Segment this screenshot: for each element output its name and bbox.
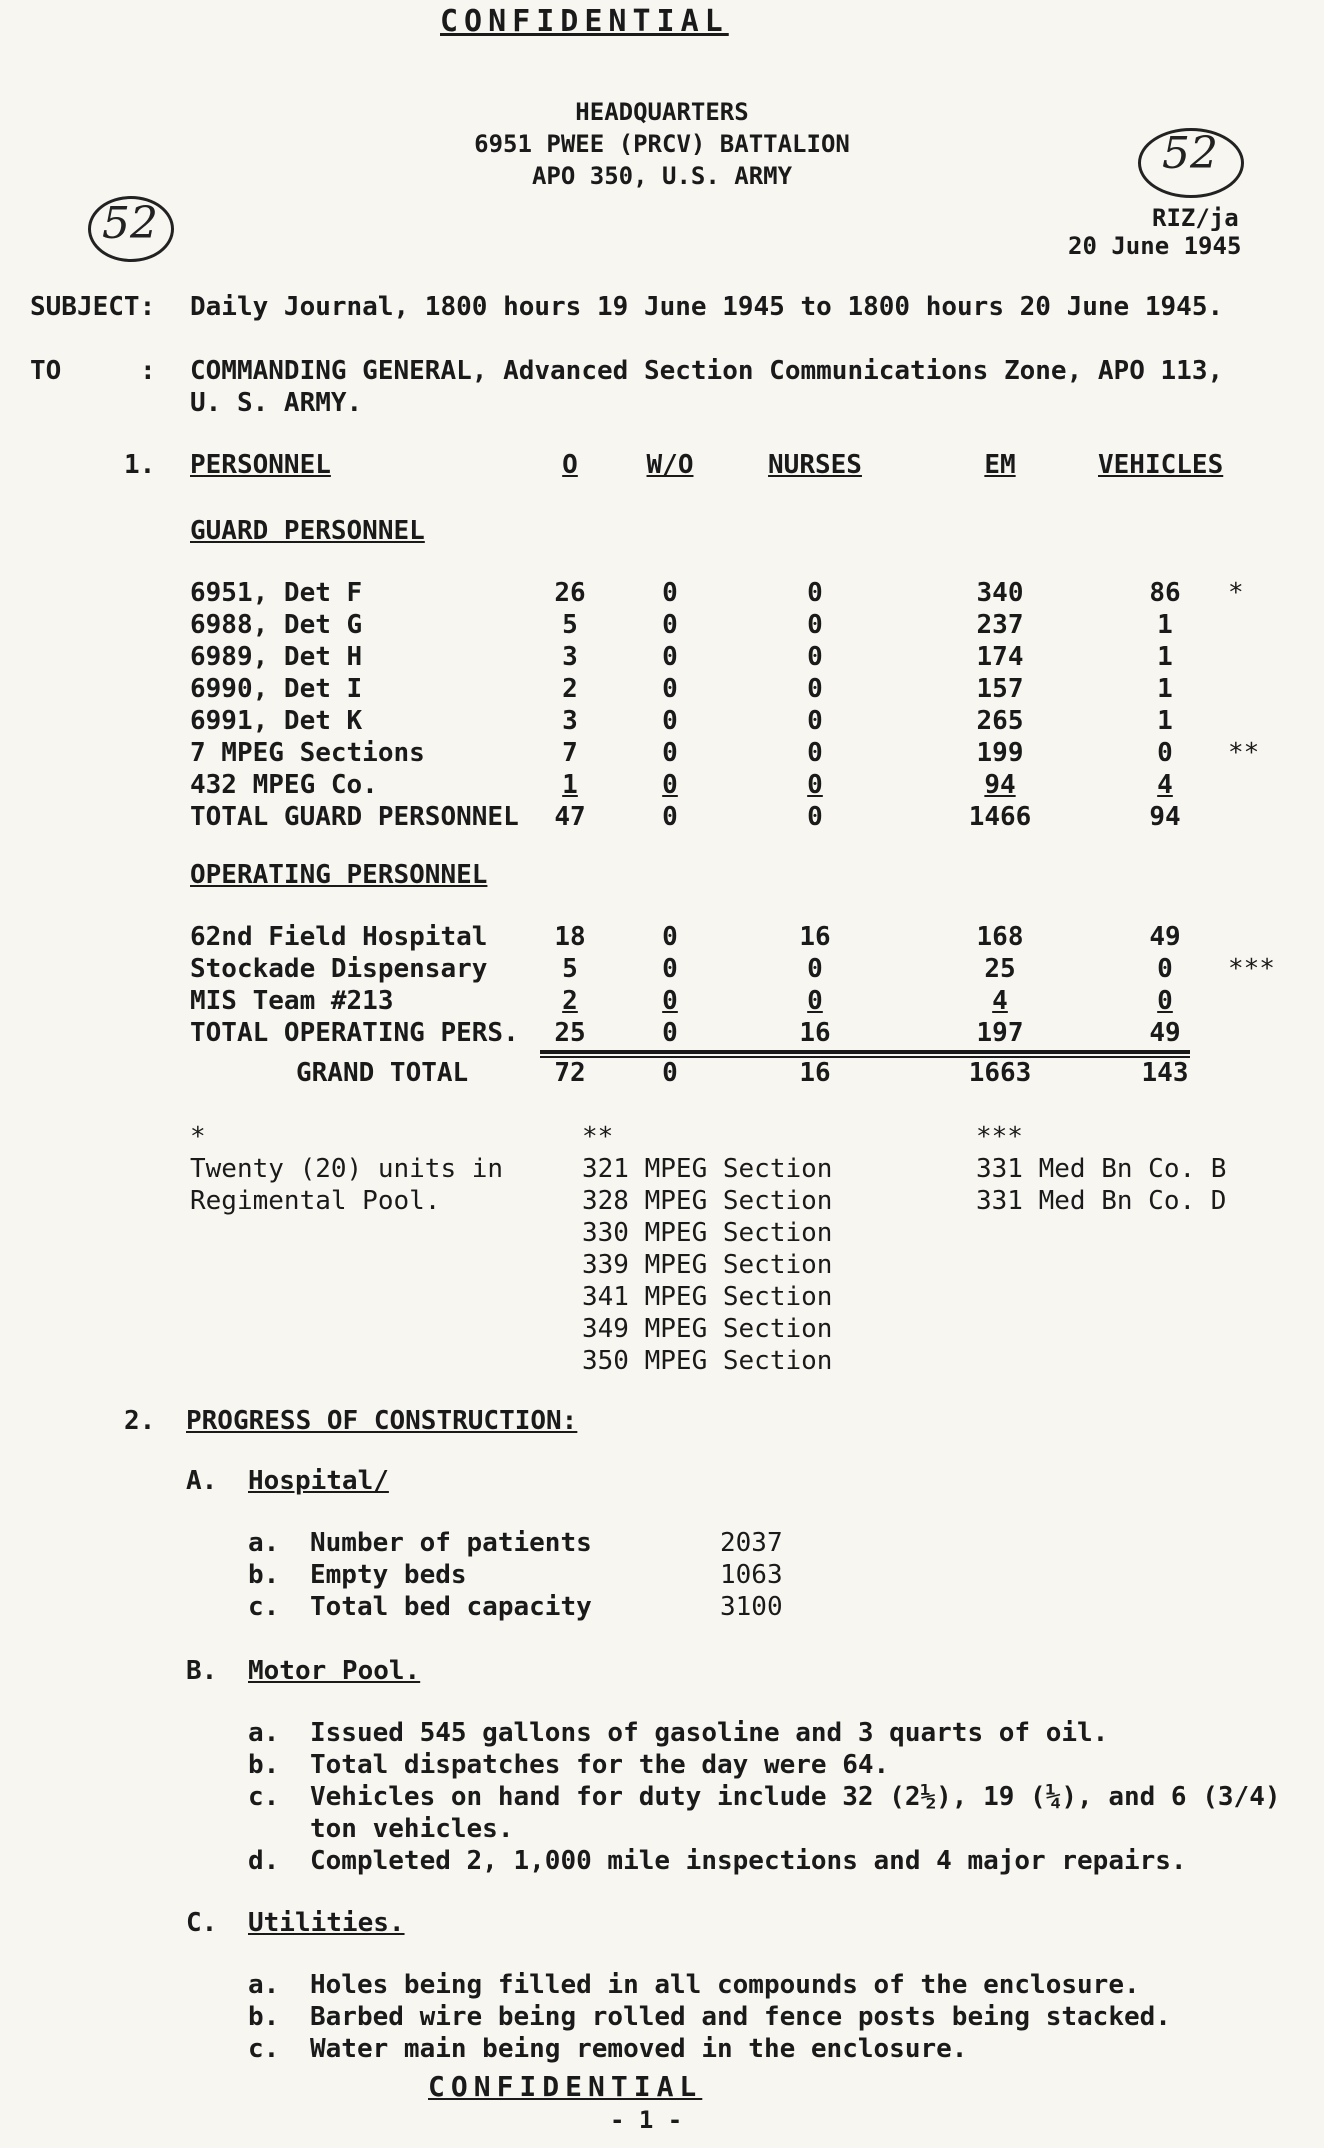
list-item: Completed 2, 1,000 mile inspections and 4 major repairs. [310, 1846, 1187, 1876]
row-nurses: 0 [807, 642, 823, 672]
hospital-item-label: Number of patients [310, 1528, 592, 1558]
list-item: Holes being filled in all compounds of the enclosure. [310, 1970, 1140, 2000]
table-row [0, 986, 1324, 1018]
row-enlisted: 168 [976, 922, 1024, 952]
classification-top: CONFIDENTIAL [440, 4, 729, 39]
handwritten-number-left: 52 [102, 198, 158, 249]
footnote-2-line: 339 MPEG Section [582, 1250, 833, 1280]
row-warrant-officers: 0 [662, 674, 678, 704]
row-vehicles: 4 [1157, 770, 1173, 800]
list-item-key: b. [248, 1750, 280, 1780]
row-warrant-officers: 0 [662, 986, 678, 1016]
hospital-item-value: 3100 [720, 1592, 783, 1622]
subsection-c-letter: C. [186, 1908, 218, 1938]
handwritten-number-right: 52 [1162, 128, 1218, 179]
guard-personnel-title: GUARD PERSONNEL [190, 516, 425, 546]
row-name: 6991, Det K [190, 706, 363, 736]
section-1-number: 1. [124, 450, 156, 480]
row-name: 62nd Field Hospital [190, 922, 488, 952]
list-item-continuation: ton vehicles. [310, 1814, 514, 1844]
row-vehicles: 49 [1149, 922, 1181, 952]
row-officers: 7 [562, 738, 578, 768]
row-footnote-mark: * [1228, 578, 1244, 608]
row-vehicles: 86 [1149, 578, 1181, 608]
footnote-2-line: 350 MPEG Section [582, 1346, 833, 1376]
row-enlisted: 197 [976, 1018, 1024, 1048]
to-colon: : [140, 356, 156, 386]
list-item: Barbed wire being rolled and fence posts being stacked. [310, 2002, 1171, 2032]
row-name: TOTAL OPERATING PERS. [190, 1018, 519, 1048]
list-item: Water main being removed in the enclosure. [310, 2034, 968, 2064]
document-date: 20 June 1945 [1068, 232, 1242, 260]
row-name: GRAND TOTAL [296, 1058, 469, 1088]
hospital-item-label: Empty beds [310, 1560, 467, 1590]
row-enlisted: 174 [976, 642, 1024, 672]
section-2-number: 2. [124, 1406, 156, 1436]
row-officers: 1 [562, 770, 578, 800]
footnote-3-mark: *** [976, 1122, 1023, 1152]
row-warrant-officers: 0 [662, 578, 678, 608]
classification-bottom: CONFIDENTIAL [428, 2070, 703, 2103]
row-officers: 2 [562, 674, 578, 704]
row-name: MIS Team #213 [190, 986, 394, 1016]
footnote-2-line: 349 MPEG Section [582, 1314, 833, 1344]
row-officers: 3 [562, 642, 578, 672]
subsection-c-title: Utilities. [248, 1908, 405, 1938]
list-item-key: d. [248, 1846, 280, 1876]
row-enlisted: 4 [992, 986, 1008, 1016]
row-warrant-officers: 0 [662, 954, 678, 984]
page-number: - 1 - [610, 2106, 683, 2134]
table-row [0, 738, 1324, 770]
row-enlisted: 25 [984, 954, 1016, 984]
row-enlisted: 1466 [968, 802, 1032, 832]
row-warrant-officers: 0 [662, 1018, 678, 1048]
row-enlisted: 1663 [968, 1058, 1032, 1088]
row-vehicles: 1 [1157, 674, 1173, 704]
footnote-3-line: 331 Med Bn Co. D [976, 1186, 1227, 1216]
row-nurses: 0 [807, 706, 823, 736]
row-officers: 3 [562, 706, 578, 736]
subject-text: Daily Journal, 1800 hours 19 June 1945 to 1800 hours 20 June 1945. [190, 292, 1224, 322]
row-vehicles: 1 [1157, 642, 1173, 672]
row-officers: 26 [554, 578, 586, 608]
table-row [0, 954, 1324, 986]
operating-personnel-title: OPERATING PERSONNEL [190, 860, 488, 890]
row-officers: 5 [562, 954, 578, 984]
list-item-key: b. [248, 1560, 280, 1590]
row-enlisted: 265 [976, 706, 1024, 736]
row-enlisted: 157 [976, 674, 1024, 704]
header-line-3: APO 350, U.S. ARMY [531, 162, 793, 190]
table-row [0, 770, 1324, 802]
header-enlisted-men: EM [984, 450, 1016, 480]
table-row [0, 922, 1324, 954]
list-item: Total dispatches for the day were 64. [310, 1750, 890, 1780]
row-nurses: 0 [807, 610, 823, 640]
row-footnote-mark: *** [1228, 954, 1275, 984]
row-nurses: 0 [807, 770, 823, 800]
row-vehicles: 1 [1157, 706, 1173, 736]
row-warrant-officers: 0 [662, 770, 678, 800]
row-vehicles: 49 [1149, 1018, 1181, 1048]
list-item-key: a. [248, 1718, 280, 1748]
guard-total-row [0, 802, 1324, 834]
subsection-b-title: Motor Pool. [248, 1656, 421, 1686]
row-vehicles: 0 [1157, 954, 1173, 984]
row-warrant-officers: 0 [662, 610, 678, 640]
hospital-item-value: 2037 [720, 1528, 783, 1558]
file-reference: RIZ/ja [1152, 204, 1239, 232]
footnote-2-line: 341 MPEG Section [582, 1282, 833, 1312]
footnote-1-line: Regimental Pool. [190, 1186, 441, 1216]
header-officers: O [562, 450, 578, 480]
row-nurses: 0 [807, 738, 823, 768]
row-nurses: 16 [799, 922, 831, 952]
row-nurses: 0 [807, 578, 823, 608]
subject-label: SUBJECT: [30, 292, 156, 322]
table-row [0, 578, 1324, 610]
row-name: TOTAL GUARD PERSONNEL [190, 802, 519, 832]
row-nurses: 0 [807, 802, 823, 832]
table-row [0, 706, 1324, 738]
row-enlisted: 199 [976, 738, 1024, 768]
row-warrant-officers: 0 [662, 642, 678, 672]
table-row [0, 674, 1324, 706]
list-item-key: a. [248, 1528, 280, 1558]
footnote-1-line: Twenty (20) units in [190, 1154, 504, 1184]
row-vehicles: 0 [1157, 986, 1173, 1016]
footnote-2-mark: ** [582, 1122, 614, 1152]
row-vehicles: 143 [1141, 1058, 1189, 1088]
row-name: 6990, Det I [190, 674, 363, 704]
operating-total-row [0, 1018, 1324, 1050]
row-officers: 5 [562, 610, 578, 640]
row-enlisted: 340 [976, 578, 1024, 608]
table-row [0, 642, 1324, 674]
row-officers: 25 [554, 1018, 586, 1048]
hospital-item-label: Total bed capacity [310, 1592, 592, 1622]
row-officers: 18 [554, 922, 586, 952]
row-enlisted: 94 [984, 770, 1016, 800]
list-item-key: b. [248, 2002, 280, 2032]
row-name: 7 MPEG Sections [190, 738, 425, 768]
footnote-2-line: 321 MPEG Section [582, 1154, 833, 1184]
row-officers: 2 [562, 986, 578, 1016]
header-line-2: 6951 PWEE (PRCV) BATTALION [474, 130, 850, 158]
row-officers: 47 [554, 802, 586, 832]
row-enlisted: 237 [976, 610, 1024, 640]
header-warrant-officers: W/O [646, 450, 694, 480]
row-warrant-officers: 0 [662, 738, 678, 768]
row-vehicles: 0 [1157, 738, 1173, 768]
table-row [0, 610, 1324, 642]
header-personnel: PERSONNEL [190, 450, 331, 480]
footnote-1-mark: * [190, 1122, 206, 1152]
row-name: 6989, Det H [190, 642, 363, 672]
row-name: 432 MPEG Co. [190, 770, 378, 800]
list-item-key: c. [248, 1782, 280, 1812]
total-double-rule-top [540, 1050, 1190, 1054]
row-vehicles: 1 [1157, 610, 1173, 640]
row-nurses: 16 [799, 1058, 831, 1088]
list-item: Issued 545 gallons of gasoline and 3 quarts of oil. [310, 1718, 1109, 1748]
subsection-a-title: Hospital/ [248, 1466, 389, 1496]
row-nurses: 16 [799, 1018, 831, 1048]
subsection-a-letter: A. [186, 1466, 218, 1496]
header-nurses: NURSES [768, 450, 862, 480]
list-item-key: c. [248, 2034, 280, 2064]
personnel-table-header [0, 450, 1324, 482]
grand-total-row [0, 1058, 1324, 1090]
footnote-2-line: 330 MPEG Section [582, 1218, 833, 1248]
row-vehicles: 94 [1149, 802, 1181, 832]
list-item-key: c. [248, 1592, 280, 1622]
footnote-2-line: 328 MPEG Section [582, 1186, 833, 1216]
row-nurses: 0 [807, 986, 823, 1016]
row-nurses: 0 [807, 954, 823, 984]
row-warrant-officers: 0 [662, 1058, 678, 1088]
row-name: 6951, Det F [190, 578, 363, 608]
row-warrant-officers: 0 [662, 802, 678, 832]
row-nurses: 0 [807, 674, 823, 704]
footnote-3-line: 331 Med Bn Co. B [976, 1154, 1227, 1184]
subsection-b-letter: B. [186, 1656, 218, 1686]
hospital-item-value: 1063 [720, 1560, 783, 1590]
to-addressee-line-1: COMMANDING GENERAL, Advanced Section Communications Zone, APO 113, [190, 356, 1224, 386]
row-officers: 72 [554, 1058, 586, 1088]
row-warrant-officers: 0 [662, 922, 678, 952]
row-name: 6988, Det G [190, 610, 363, 640]
row-footnote-mark: ** [1228, 738, 1260, 768]
section-2-title: PROGRESS OF CONSTRUCTION: [186, 1406, 578, 1436]
header-line-1: HEADQUARTERS [575, 98, 749, 126]
list-item: Vehicles on hand for duty include 32 (2½), 19 (¼), and 6 (3/4) [310, 1782, 1281, 1812]
to-addressee-line-2: U. S. ARMY. [190, 388, 363, 418]
to-label: TO [30, 356, 62, 386]
row-warrant-officers: 0 [662, 706, 678, 736]
row-name: Stockade Dispensary [190, 954, 488, 984]
list-item-key: a. [248, 1970, 280, 2000]
header-vehicles: VEHICLES [1098, 450, 1224, 480]
